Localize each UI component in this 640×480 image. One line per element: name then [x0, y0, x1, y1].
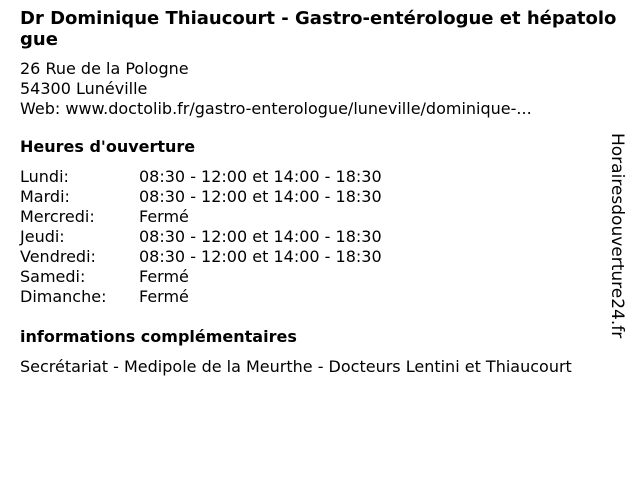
hours-time: 08:30 - 12:00 et 14:00 - 18:30 [139, 227, 382, 246]
hours-day: Vendredi: [20, 247, 96, 266]
hours-table [20, 167, 610, 307]
hours-time: Fermé [139, 207, 189, 226]
business-name: Dr Dominique Thiaucourt - Gastro-entérologue et hépatologue [20, 8, 617, 50]
hours-row [20, 247, 610, 267]
hours-time: 08:30 - 12:00 et 14:00 - 18:30 [139, 187, 382, 206]
hours-row [20, 207, 610, 227]
hours-time: Fermé [139, 267, 189, 286]
hours-time: Fermé [139, 287, 189, 306]
address-block [20, 59, 610, 119]
hours-heading: Heures d'ouverture [20, 137, 196, 156]
hours-row [20, 287, 610, 307]
hours-day: Mardi: [20, 187, 70, 206]
hours-row [20, 267, 610, 287]
hours-day: Dimanche: [20, 287, 107, 306]
info-heading: informations complémentaires [20, 327, 297, 346]
address-street: 26 Rue de la Pologne [20, 59, 189, 78]
hours-row [20, 187, 610, 207]
hours-day: Lundi: [20, 167, 69, 186]
hours-row [20, 227, 610, 247]
site-watermark: Horairesdouverture24.fr [607, 133, 627, 339]
hours-time: 08:30 - 12:00 et 14:00 - 18:30 [139, 167, 382, 186]
hours-day: Jeudi: [20, 227, 65, 246]
hours-day: Mercredi: [20, 207, 95, 226]
hours-day: Samedi: [20, 267, 86, 286]
hours-time: 08:30 - 12:00 et 14:00 - 18:30 [139, 247, 382, 266]
address-city: 54300 Lunéville [20, 79, 148, 98]
info-text: Secrétariat - Medipole de la Meurthe - Docteurs Lentini et Thiaucourt [20, 357, 572, 376]
website-line: Web: www.doctolib.fr/gastro-enterologue/luneville/dominique-... [20, 99, 532, 118]
hours-row [20, 167, 610, 187]
